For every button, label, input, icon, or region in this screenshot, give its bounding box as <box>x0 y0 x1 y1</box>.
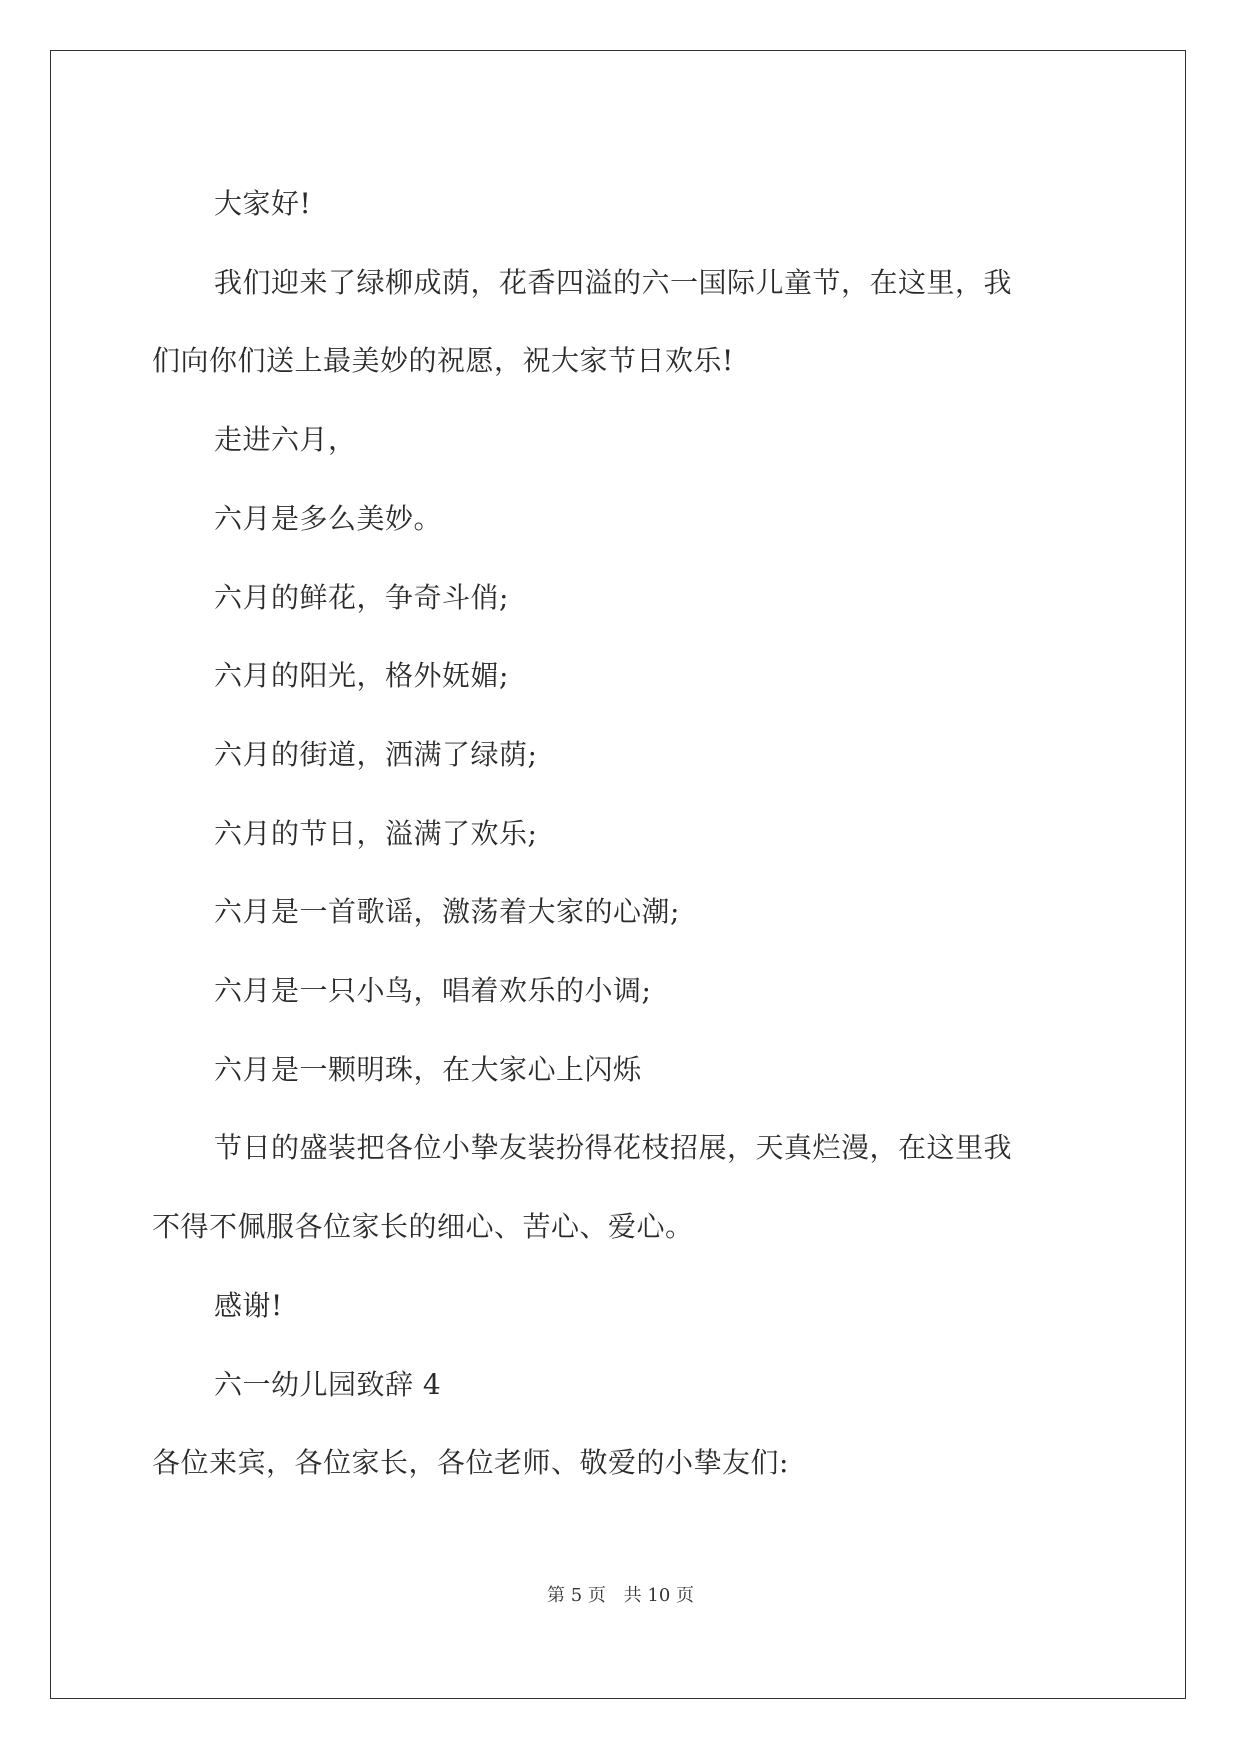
paragraph: 六月是一首歌谣，激荡着大家的心潮; <box>214 895 680 929</box>
page-number: 第 5 页 <box>547 1585 606 1606</box>
paragraph: 六月的鲜花，争奇斗俏; <box>214 580 509 614</box>
paragraph: 六月的阳光，格外妩媚; <box>214 659 509 693</box>
section-heading: 六一幼儿园致辞 4 <box>214 1367 442 1401</box>
paragraph: 六月的节日，溢满了欢乐; <box>214 816 538 850</box>
page-footer <box>0 1581 1241 1607</box>
paragraph: 大家好! <box>214 187 312 220</box>
paragraph: 六月是一只小鸟，唱着欢乐的小调; <box>214 974 652 1008</box>
paragraph: 感谢! <box>214 1288 283 1322</box>
paragraph: 不得不佩服各位家长的细心、苦心、爱心。 <box>152 1210 694 1244</box>
paragraph: 六月是多么美妙。 <box>214 501 443 535</box>
paragraph: 各位来宾，各位家长，各位老师、敬爱的小挚友们: <box>152 1446 789 1480</box>
document-body <box>152 165 1092 1503</box>
paragraph: 走进六月， <box>214 423 357 457</box>
paragraph: 六月的街道，洒满了绿荫; <box>214 737 538 771</box>
paragraph: 六月是一颗明珠，在大家心上闪烁 <box>214 1052 642 1086</box>
paragraph: 节日的盛装把各位小挚友装扮得花枝招展，天真烂漫，在这里我 <box>214 1131 1013 1165</box>
paragraph: 我们迎来了绿柳成荫，花香四溢的六一国际儿童节，在这里，我 <box>214 265 1013 299</box>
paragraph: 们向你们送上最美妙的祝愿，祝大家节日欢乐! <box>152 344 734 378</box>
page-total: 共 10 页 <box>623 1585 694 1606</box>
